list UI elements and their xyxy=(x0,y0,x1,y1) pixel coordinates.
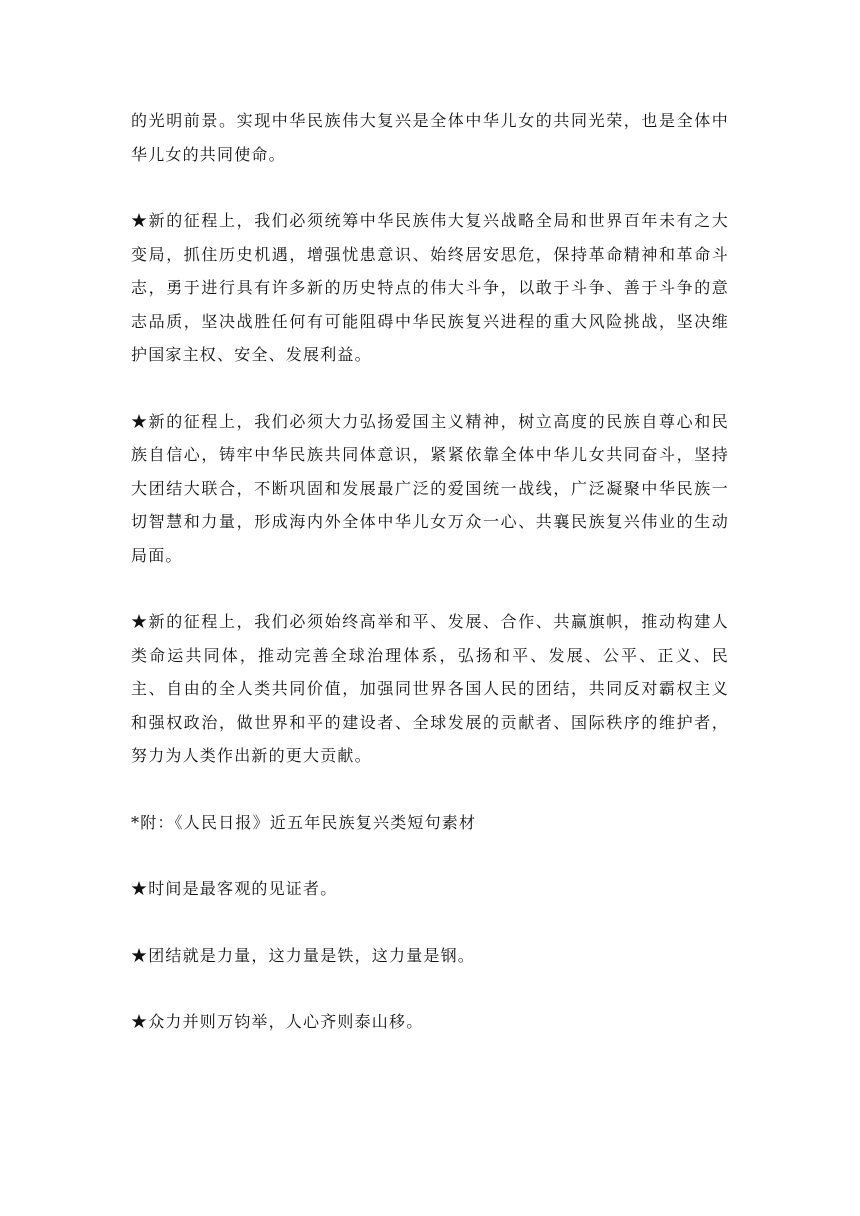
appendix-heading: *附：《人民日报》近五年民族复兴类短句素材 xyxy=(131,812,477,832)
document-body xyxy=(131,104,729,1072)
paragraph-4: ★新的征程上，我们必须始终高举和平、发展、合作、共赢旗帜，推动构建人类命运共同体，推动完善全球治理体系，弘扬和平、发展、公平、正义、民主、自由的全人类共同价值，加强同世界各国人民的团结，共同反对霸权主义和强权政治，做世界和平的建设者、全球发展的贡献者、国际秩序的维护者，努力为人类作出新的更大贡献。 xyxy=(131,612,729,765)
quote-3: ★众力并则万钧举，人心齐则泰山移。 xyxy=(131,1012,424,1031)
paragraph-1: 的光明前景。实现中华民族伟大复兴是全体中华儿女的共同光荣，也是全体中华儿女的共同使命。 xyxy=(131,111,729,164)
quote-2: ★团结就是力量，这力量是铁，这力量是钢。 xyxy=(131,945,476,965)
paragraph-3: ★新的征程上，我们必须大力弘扬爱国主义精神，树立高度的民族自尊心和民族自信心，铸牢中华民族共同体意识，紧紧依靠全体中华儿女共同奋斗，坚持大团结大联合，不断巩固和发展最广泛的爱国统一战线，广泛凝聚中华民族一切智慧和力量，形成海内外全体中华儿女万众一心、共襄民族复兴伟业的生动局面。 xyxy=(131,411,729,565)
quote-1: ★时间是最客观的见证者。 xyxy=(131,879,338,898)
paragraph-2: ★新的征程上，我们必须统筹中华民族伟大复兴战略全局和世界百年未有之大变局，抓住历史机遇，增强忧患意识、始终居安思危，保持革命精神和革命斗志，勇于进行具有许多新的历史特点的伟大斗争，以敢于斗争、善于斗争的意志品质，坚决战胜任何有可能阻碍中华民族复兴进程的重大风险挑战，坚决维护国家主权、安全、发展利益。 xyxy=(131,211,729,364)
